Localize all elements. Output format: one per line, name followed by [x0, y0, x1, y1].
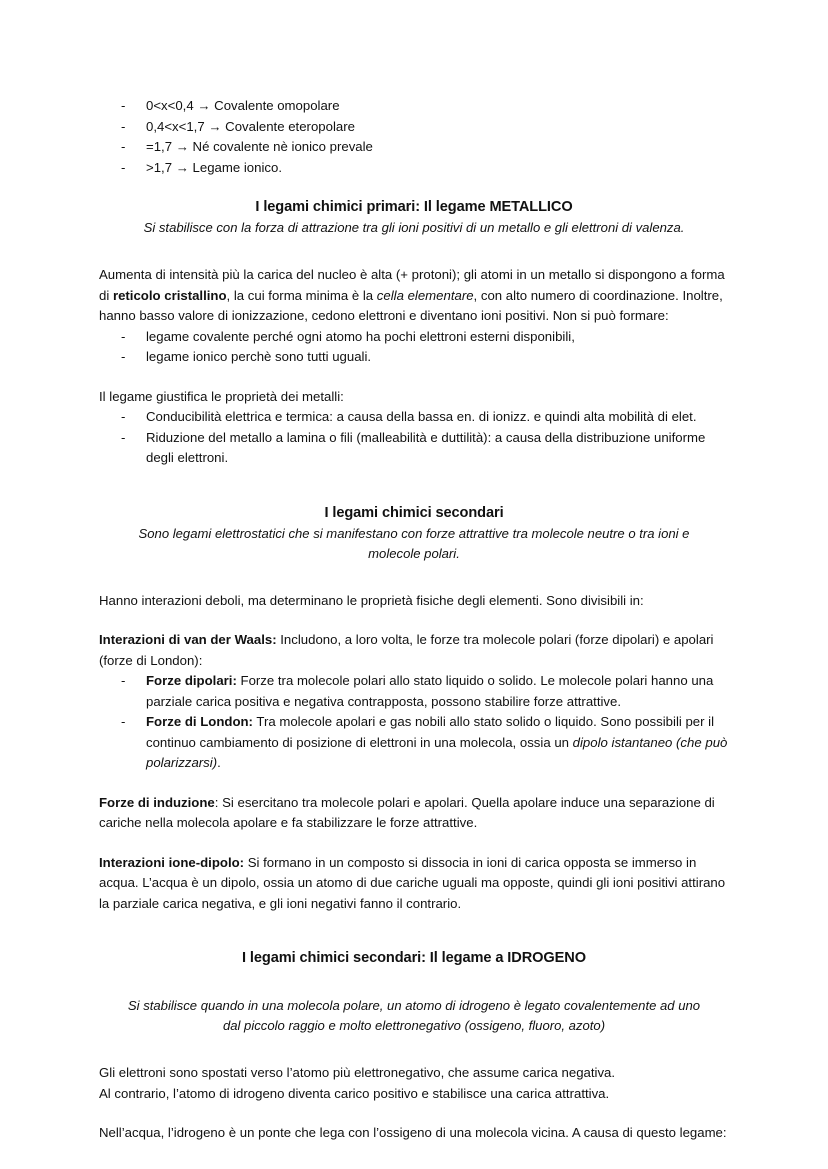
- list-item: - Riduzione del metallo a lamina o fili (malleabilità e duttilità): a causa della distribuzione uniforme degli elettroni.: [99, 428, 729, 469]
- london-text-part1: Tra molecole apolari e gas nobili allo stato solido o liquido. Sono possibili per il continuo cambiamento di posizione di elettroni in una molecola, ossia un: [146, 714, 715, 750]
- section-heading-secondary: I legami chimici secondari: [324, 504, 504, 521]
- list-item: [99, 712, 729, 774]
- list-item: - =1,7 → Né covalente nè ionico prevale: [99, 137, 729, 158]
- spacer: [99, 969, 729, 996]
- section-subtitle-secondary: Sono legami elettrostatici che si manifestano con forze attrattive tra molecole neutre o tra ioni e molecole polari.: [138, 525, 690, 561]
- document-body: [99, 96, 729, 1144]
- hydrogen-line-2: Al contrario, l’atomo di idrogeno diventa carico positivo e stabilisce una carica attrattiva.: [99, 1085, 610, 1101]
- spacer: [99, 914, 729, 948]
- dipolari-text: Forze tra molecole polari allo stato liquido o solido. Le molecole polari hanno una parziale carica positiva e negativa contrapposta, possono stabilire forze attrattive.: [146, 673, 714, 709]
- section-heading-hydrogen: I legami chimici secondari: Il legame a IDROGENO: [242, 950, 586, 966]
- metallic-bold-reticolo: reticolo cristallino: [112, 287, 227, 303]
- spacer: [99, 1036, 729, 1063]
- vdw-paragraph: [99, 630, 729, 671]
- spacer: [99, 178, 729, 197]
- list-item: - 0<x<0,4 → Covalente omopolare: [99, 96, 729, 117]
- properties-intro: Il legame giustifica le proprietà dei metalli:: [99, 388, 344, 404]
- section-heading-metallic: I legami chimici primari: Il legame METALLICO: [255, 199, 573, 215]
- ion-dipole-paragraph: [99, 853, 729, 915]
- cannot-form-list: [99, 327, 729, 368]
- vdw-label: Interazioni di van der Waals:: [99, 632, 277, 647]
- ion-dipole-label: Interazioni ione-dipolo:: [99, 854, 245, 870]
- spacer: [99, 1104, 729, 1123]
- hydrogen-line-1: Gli elettroni sono spostati verso l’atomo più elettronegativo, che assume carica negativa.: [99, 1065, 616, 1080]
- hydrogen-line-3: Nell’acqua, l’idrogeno è un ponte che lega con l’ossigeno di una molecola vicina. A causa di questo legame:: [99, 1125, 727, 1140]
- ion-dipole-text: Si formano in un composto si dissocia in ioni di carica opposta se immerso in acqua. L’acqua è un dipolo, ossia un atomo di due cariche uguali ma opposte, quindi gli ioni positivi attirano la parziale carica negativa, e gli ioni negativi fanno il contrario.: [99, 854, 726, 911]
- metal-properties-list: [99, 407, 729, 469]
- spacer: [99, 469, 729, 503]
- metallic-italic-cella: cella elementare: [376, 287, 474, 303]
- metallic-paragraph-part1: Aumenta di intensità più la carica del nucleo è alta (+ protoni); gli atomi in un metallo si dispongono a forma di: [99, 267, 725, 303]
- vdw-items-list: [99, 671, 729, 774]
- metallic-paragraph-part2: , la cui forma minima è la: [226, 287, 377, 303]
- section-subtitle-metallic: Si stabilisce con la forza di attrazione tra gli ioni positivi di un metallo e gli elettroni di valenza.: [143, 220, 685, 235]
- london-text-part2: .: [217, 755, 221, 770]
- list-item: - legame ionico perchè sono tutti uguali.: [99, 347, 729, 368]
- dipolari-label: Forze dipolari:: [146, 673, 237, 688]
- secondary-intro: Hanno interazioni deboli, ma determinano le proprietà fisiche degli elementi. Sono divisibili in:: [99, 592, 644, 608]
- induction-text: : Si esercitano tra molecole polari e apolari. Quella apolare induce una separazione di cariche nella molecola apolare e fa stabilizzare le forze attrattive.: [99, 794, 715, 830]
- list-item: [99, 671, 729, 712]
- list-item: - Conducibilità elettrica e termica: a causa della bassa en. di ionizz. e quindi alta mobilità di elet.: [99, 407, 729, 428]
- spacer: [99, 238, 729, 265]
- spacer: [99, 611, 729, 630]
- metallic-paragraph-part3: , con alto numero di coordinazione. Inoltre, hanno basso valore di ionizzazione, cedono elettroni e diventano ioni positivi. Non si può formare:: [99, 287, 723, 323]
- spacer: [99, 564, 729, 591]
- london-italic-dipolo: dipolo istantaneo (che può polarizzarsi): [146, 734, 728, 770]
- metallic-paragraph: [99, 265, 729, 327]
- list-item: - 0,4<x<1,7 → Covalente eteropolare: [99, 117, 729, 138]
- electronegativity-list: [99, 96, 729, 178]
- london-label: Forze di London:: [146, 714, 253, 729]
- section-subtitle-hydrogen: Si stabilisce quando in una molecola polare, un atomo di idrogeno è legato covalentemente ad uno dal piccolo raggio e molto elettronegativo (ossigeno, fluoro, azoto): [127, 998, 701, 1033]
- induction-paragraph: [99, 793, 729, 834]
- list-item: - legame covalente perché ogni atomo ha pochi elettroni esterni disponibili,: [99, 327, 729, 348]
- vdw-text: Includono, a loro volta, le forze tra molecole polari (forze dipolari) e apolari (forze di London):: [99, 632, 714, 668]
- spacer: [99, 774, 729, 793]
- spacer: [99, 834, 729, 853]
- spacer: [99, 368, 729, 387]
- induction-label: Forze di induzione: [99, 794, 215, 810]
- list-item: - >1,7 → Legame ionico.: [99, 158, 729, 179]
